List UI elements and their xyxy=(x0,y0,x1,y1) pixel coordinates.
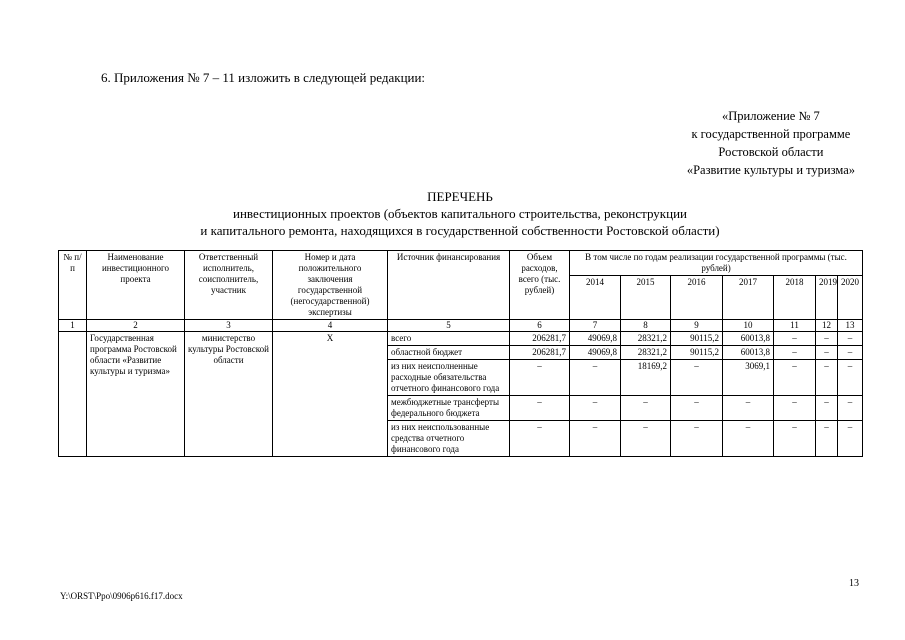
title-sub: и капитального ремонта, находящихся в государственной собственности Ростовской области) xyxy=(200,223,720,238)
column-number: 7 xyxy=(570,320,621,332)
year-cell: – xyxy=(671,396,723,421)
total-cell: 206281,7 xyxy=(510,332,570,346)
year-cell: 90115,2 xyxy=(671,332,723,346)
total-cell: – xyxy=(510,360,570,396)
year-cell: 60013,8 xyxy=(723,332,774,346)
header-year: 2017 xyxy=(723,276,774,320)
year-cell: 28321,2 xyxy=(621,332,671,346)
source-cell: из них неиспользованные средства отчетного финансового года xyxy=(388,421,510,457)
source-cell: из них неисполненные расходные обязательства отчетного финансового года xyxy=(388,360,510,396)
year-cell: – xyxy=(816,332,838,346)
year-cell: – xyxy=(671,360,723,396)
column-number: 12 xyxy=(816,320,838,332)
year-cell: – xyxy=(774,332,816,346)
header-num: № п/п xyxy=(59,251,87,320)
year-cell: – xyxy=(816,346,838,360)
column-number: 1 xyxy=(59,320,87,332)
year-cell: – xyxy=(838,421,863,457)
header-name: Наименование инвестиционного проекта xyxy=(87,251,185,320)
project-name-cell: Государственная программа Ростовской области «Развитие культуры и туризма» xyxy=(87,332,185,457)
appendix-line: Ростовской области xyxy=(718,145,824,159)
header-year: 2019 xyxy=(816,276,838,320)
year-cell: – xyxy=(723,396,774,421)
column-number: 13 xyxy=(838,320,863,332)
header-year: 2016 xyxy=(671,276,723,320)
year-cell: – xyxy=(621,421,671,457)
year-cell: 18169,2 xyxy=(621,360,671,396)
column-number: 8 xyxy=(621,320,671,332)
project-conclusion-cell: Х xyxy=(273,332,388,457)
document-title xyxy=(60,188,860,239)
year-cell: – xyxy=(816,360,838,396)
column-number: 11 xyxy=(774,320,816,332)
year-cell: – xyxy=(816,421,838,457)
title-main: ПЕРЕЧЕНЬ xyxy=(427,189,493,204)
year-cell: – xyxy=(723,421,774,457)
year-cell: 60013,8 xyxy=(723,346,774,360)
year-cell: – xyxy=(570,396,621,421)
year-cell: – xyxy=(774,396,816,421)
year-cell: – xyxy=(774,421,816,457)
column-number: 5 xyxy=(388,320,510,332)
year-cell: – xyxy=(774,346,816,360)
header-volume: Объем расходов, всего (тыс. рублей) xyxy=(510,251,570,320)
appendix-line: к государственной программе xyxy=(691,127,851,141)
year-cell: – xyxy=(838,346,863,360)
total-cell: – xyxy=(510,421,570,457)
header-year: 2014 xyxy=(570,276,621,320)
project-responsible-cell: министерство культуры Ростовской области xyxy=(185,332,273,457)
year-cell: – xyxy=(774,360,816,396)
header-row xyxy=(59,251,863,276)
header-years-group: В том числе по годам реализации государственной программы (тыс. рублей) xyxy=(570,251,863,276)
column-number: 9 xyxy=(671,320,723,332)
year-cell: – xyxy=(838,332,863,346)
investment-projects-table xyxy=(58,250,863,457)
table-row xyxy=(59,332,863,346)
year-cell: – xyxy=(838,396,863,421)
header-source: Источник финансирования xyxy=(388,251,510,320)
header-year: 2018 xyxy=(774,276,816,320)
total-cell: – xyxy=(510,396,570,421)
year-cell: – xyxy=(816,396,838,421)
column-number: 3 xyxy=(185,320,273,332)
year-cell: – xyxy=(570,421,621,457)
header-conclusion: Номер и дата положительного заключения государственной (негосударственной) экспертизы xyxy=(273,251,388,320)
source-cell: межбюджетные трансферты федерального бюджета xyxy=(388,396,510,421)
header-responsible: Ответственный исполнитель, соисполнитель, участник xyxy=(185,251,273,320)
column-number: 4 xyxy=(273,320,388,332)
appendix-line: «Приложение № 7 xyxy=(722,109,820,123)
intro-text: 6. Приложения № 7 – 11 изложить в следующей редакции: xyxy=(101,70,426,85)
title-sub: инвестиционных проектов (объектов капитального строительства, реконструкции xyxy=(233,206,687,221)
year-cell: – xyxy=(621,396,671,421)
column-number: 6 xyxy=(510,320,570,332)
year-cell: 90115,2 xyxy=(671,346,723,360)
year-cell: 3069,1 xyxy=(723,360,774,396)
year-cell: 49069,8 xyxy=(570,332,621,346)
appendix-line: «Развитие культуры и туризма» xyxy=(686,163,855,177)
total-cell: 206281,7 xyxy=(510,346,570,360)
appendix-heading xyxy=(687,107,855,179)
column-numbers-row xyxy=(59,320,863,332)
source-cell: областной бюджет xyxy=(388,346,510,360)
file-path: Y:\ORST\Ppo\0906p616.f17.docx xyxy=(60,591,183,601)
column-number: 2 xyxy=(87,320,185,332)
page-number: 13 xyxy=(849,578,859,589)
source-cell: всего xyxy=(388,332,510,346)
year-cell: – xyxy=(838,360,863,396)
header-year: 2015 xyxy=(621,276,671,320)
year-cell: – xyxy=(671,421,723,457)
year-cell: 28321,2 xyxy=(621,346,671,360)
header-year: 2020 xyxy=(838,276,863,320)
year-cell: 49069,8 xyxy=(570,346,621,360)
project-num-cell xyxy=(59,332,87,457)
year-cell: – xyxy=(570,360,621,396)
column-number: 10 xyxy=(723,320,774,332)
